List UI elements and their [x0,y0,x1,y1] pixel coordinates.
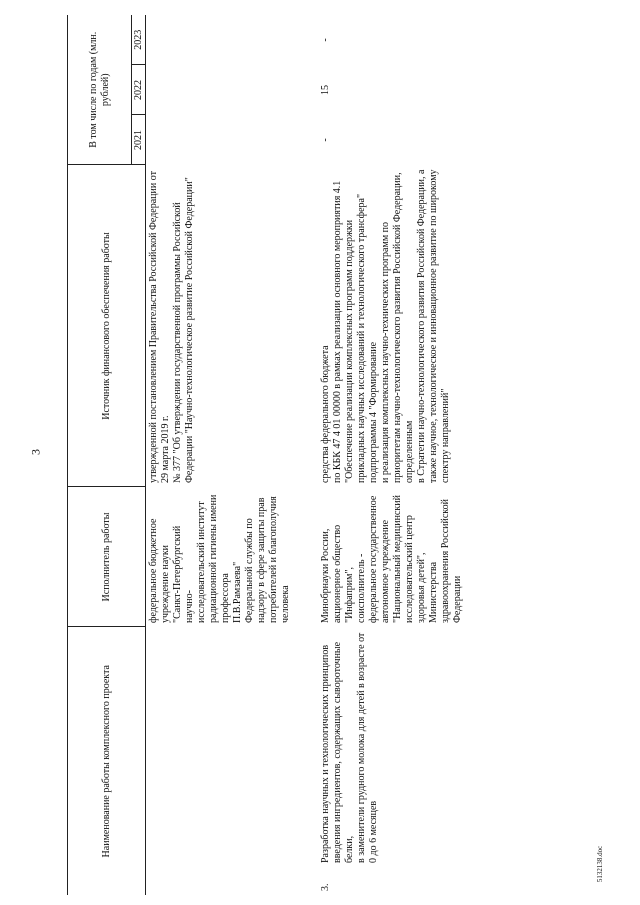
page-number: 3 [28,449,43,455]
header-executor: Исполнитель работы [68,487,146,627]
row-name [146,627,312,867]
row-value-2022: 15 [319,85,331,95]
header-year-2023: 2023 [132,15,146,65]
row-name: Разработка научных и технологических принципов введения ингредиентов, содержащих сывороточные белки, в заменители грудного молока для детей в возрасте от 0 до 6 месяцев [319,632,379,863]
row-source: утвержденной постановлением Правительства Российской Федерации от 29 марта 2019 г. № 377 "Об утверждении государственной программы Российской Федерации "Научно-технологическое развитие Российской Федерации" [148,171,195,483]
row-number [146,867,312,895]
row-executor: федеральное бюджетное учреждение науки "Санкт-Петербургский научно- исследовательский институт радиационной гигиены имени профессора П.В.Рамзаева" Федеральной службы по надзору в сфере защиты прав потребителей и благополучия человека [148,494,291,623]
row-value-2023 [146,15,312,65]
row-executor: Минобрнауки России, акционерное общество "Инфаприм", соисполнитель - федеральное государственное автономное учреждение "Национальный медицинский исследовательский центр здоровья детей", Министерства здравоохранения Российской Федерации [319,495,463,623]
header-name: Наименование работы комплексного проекта [68,627,146,895]
row-value-2023: - [319,38,331,42]
row-number: 3. [319,883,331,891]
row-source: средства федерального бюджета по КБК 47 4 01 00000 в рамках реализации основного мероприятия 4.1 "Обеспечение реализации комплексных программ поддержки прикладных научных исследований и технологического трансфера" подпрограммы 4 "Формирование и реализация комплексных научно-технических программ по приоритетам научно-технологического развития Российской Федерации, определенным в Стратегии научно-технологического развития Российской Федерации, а также научное, технологическое и инновационное развитие по широкому спектру направлений" [319,169,451,483]
header-year-2021: 2021 [132,115,146,165]
header-source: Источник финансового обеспечения работы [68,165,146,487]
projects-table [67,15,466,895]
footer-filename: 5132138.doc [596,845,604,883]
header-years-group: В том числе по годам (млн. рублей) [68,15,132,165]
row-value-2022 [146,65,312,115]
row-value-2021: - [319,138,331,142]
table-row [146,15,312,895]
table-row [312,15,466,895]
rotated-table-container [67,15,587,895]
row-value-2021 [146,115,312,165]
header-year-2022: 2022 [132,65,146,115]
